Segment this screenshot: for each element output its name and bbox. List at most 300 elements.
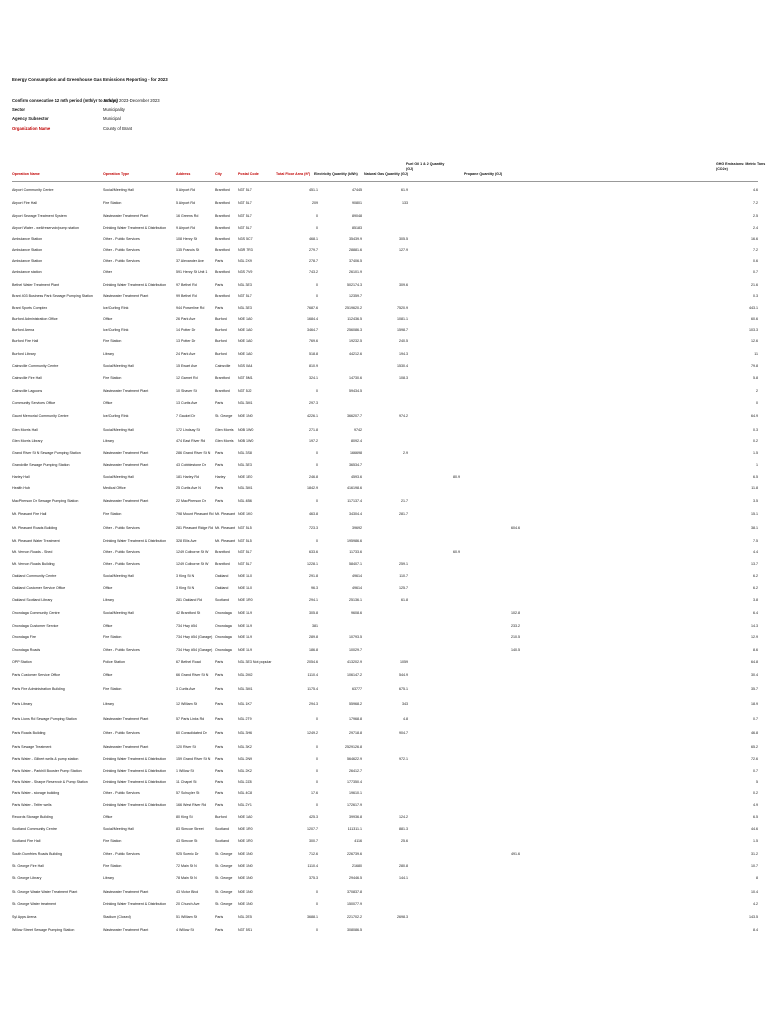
cell-city: Brantford xyxy=(215,562,230,566)
cell-address: 10 Shaver St xyxy=(176,389,197,393)
cell-area: 0 xyxy=(316,769,318,773)
cell-elec: 21680 xyxy=(352,864,362,868)
cell-elec: 63777 xyxy=(352,687,362,691)
cell-postal: N0E 1A0 xyxy=(238,339,253,343)
cell-operation: St. George Water treatment xyxy=(12,902,57,906)
cell-ghg: 443.1 xyxy=(749,306,758,310)
cell-area: 463.8 xyxy=(309,512,318,516)
cell-area: 246.8 xyxy=(309,475,318,479)
cell-type: Library xyxy=(103,352,114,356)
column-header-fuel xyxy=(406,162,444,172)
cell-address: 3 King St N xyxy=(176,586,195,590)
cell-operation: Ambulance station xyxy=(12,270,42,274)
cell-address: 11 Chapel St xyxy=(176,780,197,784)
cell-address: 13 Potter Dr xyxy=(176,339,196,343)
cell-gas: 259.1 xyxy=(399,562,408,566)
cell-operation: St. George Library xyxy=(12,876,42,880)
meta-label: Agency Subsector xyxy=(12,116,49,121)
meta-value: County of Brant xyxy=(103,126,133,131)
cell-operation: Paris Water - Telfer wells xyxy=(12,803,52,807)
cell-operation: Mt. Vernon Roads - Shed xyxy=(12,550,53,554)
cell-area: 0 xyxy=(316,214,318,218)
column-header-text: (CO2e) xyxy=(716,167,728,171)
cell-ghg: 8.6 xyxy=(753,648,758,652)
cell-postal: N0E 1N0 xyxy=(238,876,253,880)
cell-address: 97 Bethel Rd xyxy=(176,283,197,287)
cell-city: Paris xyxy=(215,717,224,721)
cell-address: 9 Airport Rd xyxy=(176,226,195,230)
cell-type: Social/Meeting Hall xyxy=(103,475,134,479)
cell-area: 294.1 xyxy=(309,598,318,602)
cell-city: St. George xyxy=(215,902,233,906)
cell-address: 78 Main St N xyxy=(176,876,197,880)
cell-elec: 29446.5 xyxy=(349,876,362,880)
cell-ghg: 0.2 xyxy=(753,439,758,443)
cell-area: 0 xyxy=(316,451,318,455)
cell-area: 0 xyxy=(316,803,318,807)
cell-gas: 1598.7 xyxy=(397,328,408,332)
cell-postal: N3T 5L7 xyxy=(238,294,252,298)
cell-gas: 124.2 xyxy=(399,815,408,819)
cell-postal: N3L 4C8 xyxy=(238,791,253,795)
column-header-text: Electricity Quantity (kWh) xyxy=(314,172,358,176)
cell-operation: Mt. Pleasant Water Treatment xyxy=(12,539,60,543)
cell-operation: Cainsville Community Centre xyxy=(12,364,59,368)
cell-gas: 280.8 xyxy=(399,864,408,868)
cell-address: 57 Schuyler St xyxy=(176,791,200,795)
cell-operation: Airport Sewage Treatment System xyxy=(12,214,67,218)
cell-ghg: 0.7 xyxy=(753,717,758,721)
cell-ghg: 13.7 xyxy=(751,562,758,566)
cell-elec: 12359.7 xyxy=(349,294,362,298)
cell-area: 769.6 xyxy=(309,339,318,343)
cell-ghg: 4.2 xyxy=(753,902,758,906)
cell-elec: 59434.5 xyxy=(349,389,362,393)
cell-city: Scotland xyxy=(215,827,229,831)
cell-postal: N3L 2M2 xyxy=(238,673,253,677)
cell-operation: Paris Lions Rd Sewage Pumping Station xyxy=(12,717,77,721)
cell-gas: 110.7 xyxy=(399,574,408,578)
cell-ghg: 11 xyxy=(754,352,758,356)
cell-elec: 39936.8 xyxy=(349,815,362,819)
cell-postal: N3T 5L7 xyxy=(238,550,252,554)
cell-postal: N3L 3E3 xyxy=(238,306,252,310)
cell-area: 289.8 xyxy=(309,635,318,639)
cell-ghg: 5 xyxy=(756,780,758,784)
cell-address: 734 Hwy #54 (Garage) xyxy=(176,648,213,652)
cell-ghg: 3.8 xyxy=(753,598,758,602)
cell-operation: Onondaga Customer Service xyxy=(12,624,59,628)
cell-gas: 240.5 xyxy=(399,339,408,343)
cell-operation: MacPherson Dr Sewage Pumping Station xyxy=(12,499,79,503)
cell-address: 4 Willow St xyxy=(176,928,194,932)
cell-elec: 29718.8 xyxy=(349,731,362,735)
cell-elec: 58407.1 xyxy=(349,562,362,566)
cell-area: 0 xyxy=(316,499,318,503)
cell-postal: N3T 5S1 xyxy=(238,928,253,932)
cell-city: Onondaga xyxy=(215,611,232,615)
cell-gas: 1059 xyxy=(400,660,408,664)
cell-area: 209 xyxy=(312,201,318,205)
cell-area: 0 xyxy=(316,226,318,230)
cell-address: 281 Pleasant Ridge Rd xyxy=(176,526,213,530)
column-header-area xyxy=(276,172,310,177)
cell-postal: N3L 3M1 xyxy=(238,401,253,405)
cell-postal: N3L 3E3 Not popular xyxy=(238,660,272,664)
cell-postal: N0E 1A0 xyxy=(238,328,253,332)
cell-elec: 195986.6 xyxy=(347,539,362,543)
cell-ghg: 143.5 xyxy=(749,915,758,919)
cell-propane: 491.6 xyxy=(511,852,520,856)
cell-ghg: 64.8 xyxy=(751,660,758,664)
cell-elec: 256086.3 xyxy=(347,328,362,332)
cell-type: Fire Station xyxy=(103,839,122,843)
cell-operation: Willow Street Sewage Pumping Station xyxy=(12,928,75,932)
cell-postal: N3L 2Y1 xyxy=(238,803,252,807)
cell-type: Drinking Water Treatment & Distribution xyxy=(103,780,167,784)
cell-postal: N0E 1N0 xyxy=(238,890,253,894)
cell-area: 1228.1 xyxy=(307,562,318,566)
column-header-text: Propane Quantity (GJ) xyxy=(464,172,503,176)
column-header-ghg xyxy=(716,162,765,172)
cell-address: 15 Ewart Ave xyxy=(176,364,198,368)
cell-propane: 102.8 xyxy=(511,611,520,615)
cell-address: 3 Curtis Ave xyxy=(176,687,196,691)
cell-city: Brantford xyxy=(215,389,230,393)
cell-elec: 366207.7 xyxy=(347,414,362,418)
cell-address: 67 Bethel Road xyxy=(176,660,201,664)
cell-ghg: 18.9 xyxy=(751,702,758,706)
cell-elec: 89048 xyxy=(352,214,362,218)
cell-city: Burford xyxy=(215,339,227,343)
cell-type: Other xyxy=(103,270,112,274)
cell-elec: 17968.8 xyxy=(349,717,362,721)
cell-address: 1 Willow St xyxy=(176,769,194,773)
cell-ghg: 11.8 xyxy=(751,486,758,490)
cell-city: Paris xyxy=(215,499,224,503)
cell-area: 324.1 xyxy=(309,376,318,380)
cell-type: Drinking Water Treatment & Distribution xyxy=(103,902,167,906)
cell-postal: N3R 7R3 xyxy=(238,248,253,252)
cell-address: 1249 Colborne St W xyxy=(176,562,209,566)
cell-area: 0 xyxy=(316,294,318,298)
cell-type: Social/Meeting Hall xyxy=(103,188,134,192)
cell-type: Fire Station xyxy=(103,687,122,691)
cell-postal: N0B 1W0 xyxy=(238,428,254,432)
cell-type: Fire Station xyxy=(103,376,122,380)
cell-type: Ice/Curling Rink xyxy=(103,414,129,418)
cell-operation: Gaunt Memorial Community Centre xyxy=(12,414,69,418)
cell-city: Burford xyxy=(215,328,227,332)
column-header-text: Address xyxy=(176,172,191,176)
cell-elec: 10029.7 xyxy=(349,648,362,652)
cell-postal: N3L 4B6 xyxy=(238,499,252,503)
cell-postal: N3T 5L7 xyxy=(238,201,252,205)
cell-type: Library xyxy=(103,598,114,602)
cell-elec: 564622.9 xyxy=(347,757,362,761)
cell-postal: N0E 1A0 xyxy=(238,317,253,321)
cell-gas: 881.3 xyxy=(399,827,408,831)
cell-area: 7687.6 xyxy=(307,306,318,310)
cell-ghg: 35.7 xyxy=(751,687,758,691)
cell-postal: N3T 5J2 xyxy=(238,389,252,393)
cell-city: Onondaga xyxy=(215,648,232,652)
cell-elec: 36534.7 xyxy=(349,463,362,467)
cell-address: 5 Airport Rd xyxy=(176,201,195,205)
cell-ghg: 60.6 xyxy=(751,317,758,321)
cell-operation: Paris Water - Parkhill Booster Pump Station xyxy=(12,769,82,773)
cell-area: 0 xyxy=(316,890,318,894)
cell-ghg: 0 xyxy=(756,401,758,405)
cell-gas: 7520.9 xyxy=(397,306,408,310)
cell-city: Harley xyxy=(215,475,226,479)
cell-elec: 4593.6 xyxy=(351,475,362,479)
cell-address: 43 Cobblestone Dr xyxy=(176,463,206,467)
cell-postal: N3L 3K2 xyxy=(238,745,252,749)
cell-area: 3688.1 xyxy=(307,915,318,919)
cell-operation: Scotland Fire Hall xyxy=(12,839,41,843)
cell-area: 0 xyxy=(316,745,318,749)
cell-postal: N3L 3E3 xyxy=(238,283,252,287)
cell-area: 0 xyxy=(316,928,318,932)
cell-area: 451.1 xyxy=(309,188,318,192)
cell-city: Brantford xyxy=(215,294,230,298)
cell-postal: N0E 1K0 xyxy=(238,512,253,516)
cell-city: Paris xyxy=(215,306,224,310)
cell-type: Drinking Water Treatment & Distribution xyxy=(103,226,167,230)
cell-type: Other - Public Services xyxy=(103,259,140,263)
column-header-gas xyxy=(364,172,408,177)
cell-ghg: 0.6 xyxy=(753,259,758,263)
cell-type: Wastewater Treatment Plant xyxy=(103,214,149,218)
cell-postal: N3L 2E5 xyxy=(238,915,252,919)
cell-postal: N0E 1R0 xyxy=(238,827,253,831)
cell-operation: South Dumfries Roads Building xyxy=(12,852,62,856)
cell-type: Office xyxy=(103,317,113,321)
cell-type: Police Station xyxy=(103,660,125,664)
cell-city: Mt. Pleasant xyxy=(215,539,235,543)
cell-address: 734 Hwy #54 xyxy=(176,624,197,628)
cell-ghg: 44.6 xyxy=(751,827,758,831)
cell-address: 43 Simcoe St xyxy=(176,839,198,843)
cell-ghg: 2 xyxy=(756,389,758,393)
cell-postal: N3T 5M1 xyxy=(238,376,253,380)
cell-elec: 37406.5 xyxy=(349,259,362,263)
cell-type: Wastewater Treatment Plant xyxy=(103,389,149,393)
cell-type: Wastewater Treatment Plant xyxy=(103,294,149,298)
cell-operation: Oakland Community Centre xyxy=(12,574,57,578)
cell-postal: N0E 1A0 xyxy=(238,815,253,819)
cell-area: 0 xyxy=(316,717,318,721)
cell-elec: 49614 xyxy=(352,574,362,578)
cell-gas: 125.7 xyxy=(399,586,408,590)
cell-address: 57 Paris Links Rd xyxy=(176,717,205,721)
cell-postal: N3T 5L7 xyxy=(238,214,252,218)
cell-type: Social/Meeting Hall xyxy=(103,574,134,578)
cell-area: 0 xyxy=(316,902,318,906)
meta-label: Organization Name xyxy=(12,126,51,131)
cell-gas: 974.2 xyxy=(399,414,408,418)
cell-address: 734 Hwy #54 (Garage) xyxy=(176,635,213,639)
cell-postal: N3S 5C7 xyxy=(238,237,253,241)
cell-city: Burford xyxy=(215,317,227,321)
cell-postal: N3L 3M1 xyxy=(238,687,253,691)
cell-address: 16 Greens Rd xyxy=(176,214,199,218)
cell-area: 1842.9 xyxy=(307,486,318,490)
cell-postal: N3L 2N9 xyxy=(238,757,253,761)
cell-ghg: 6.4 xyxy=(753,611,758,615)
cell-ghg: 14.3 xyxy=(751,624,758,628)
cell-type: Social/Meeting Hall xyxy=(103,364,134,368)
cell-address: 72 Main St N xyxy=(176,864,197,868)
cell-city: Mt. Pleasant xyxy=(215,526,235,530)
column-header-text: Fuel Oil 1 & 2 Quantity xyxy=(406,162,445,166)
cell-area: 0 xyxy=(316,780,318,784)
cell-operation: Burford Library xyxy=(12,352,36,356)
cell-operation: Mt. Vernon Roads Building xyxy=(12,562,55,566)
cell-elec: 55968.2 xyxy=(349,702,362,706)
cell-propane: 210.5 xyxy=(511,635,520,639)
cell-elec: 34304.4 xyxy=(349,512,362,516)
cell-elec: 10793.5 xyxy=(349,635,362,639)
cell-address: 37 Alexander Ave xyxy=(176,259,204,263)
cell-postal: N0E 1L0 xyxy=(238,586,252,590)
cell-ghg: 12.6 xyxy=(751,339,758,343)
cell-type: Office xyxy=(103,401,113,405)
cell-ghg: 4.9 xyxy=(753,803,758,807)
cell-operation: Syl Apps Arena xyxy=(12,915,37,919)
cell-ghg: 16.6 xyxy=(751,237,758,241)
cell-area: 300.7 xyxy=(309,839,318,843)
cell-city: Paris xyxy=(215,780,224,784)
cell-area: 291.8 xyxy=(309,574,318,578)
cell-elec: 502174.3 xyxy=(347,283,362,287)
cell-city: Paris xyxy=(215,769,224,773)
cell-postal: N3L 2T9 xyxy=(238,717,252,721)
cell-area: 305.8 xyxy=(309,611,318,615)
cell-postal: N3L 1K7 xyxy=(238,702,252,706)
cell-city: St. George xyxy=(215,876,233,880)
cell-type: Office xyxy=(103,673,113,677)
cell-elec: 85183 xyxy=(352,226,362,230)
cell-address: 166 West River Rd xyxy=(176,803,207,807)
cell-city: Brantford xyxy=(215,201,230,205)
cell-postal: N3T 5L7 xyxy=(238,562,252,566)
cell-address: 42 Brantford St xyxy=(176,611,201,615)
cell-ghg: 4.4 xyxy=(753,550,758,554)
cell-type: Medical Office xyxy=(103,486,126,490)
cell-operation: Oakland Customer Service Office xyxy=(12,586,66,590)
cell-postal: N3L 2Z8 xyxy=(238,780,252,784)
cell-operation: Brant 403 Business Park Sewage Pumping Station xyxy=(12,294,93,298)
cell-elec: 9608.6 xyxy=(351,611,362,615)
cell-ghg: 2.4 xyxy=(753,226,758,230)
cell-area: 297.3 xyxy=(309,401,318,405)
cell-area: 278.7 xyxy=(309,259,318,263)
cell-operation: Burford Administration Office xyxy=(12,317,58,321)
cell-type: Library xyxy=(103,702,114,706)
cell-type: Wastewater Treatment Plant xyxy=(103,451,149,455)
cell-ghg: 4.6 xyxy=(753,188,758,192)
cell-gas: 25.6 xyxy=(401,839,408,843)
column-header-text: Postal Code xyxy=(238,172,259,176)
cell-elec: 26412.7 xyxy=(349,769,362,773)
cell-operation: Paris Water - Gilbert wells & pump station xyxy=(12,757,79,761)
column-header-text: Operation Type xyxy=(103,172,130,176)
cell-address: 12 Garnet Rd xyxy=(176,376,198,380)
cell-address: 159 Grand River St N xyxy=(176,757,211,761)
cell-ghg: 6.2 xyxy=(753,586,758,590)
cell-ghg: 0.7 xyxy=(753,270,758,274)
cell-elec: 26101.9 xyxy=(349,270,362,274)
cell-city: Paris xyxy=(215,745,224,749)
cell-ghg: 0.3 xyxy=(753,294,758,298)
cell-postal: N3T 5L5 xyxy=(238,539,252,543)
cell-operation: Paris Fire Administration Building xyxy=(12,687,65,691)
cell-type: Fire Station xyxy=(103,864,122,868)
cell-elec: 172617.9 xyxy=(347,803,362,807)
cell-area: 2054.6 xyxy=(307,660,318,664)
cell-operation: Mt. Pleasant Roads Building xyxy=(12,526,58,530)
cell-gas: 972.1 xyxy=(399,757,408,761)
cell-gas: 305.5 xyxy=(399,237,408,241)
cell-ghg: 7.2 xyxy=(753,248,758,252)
cell-postal: N0E 1L9 xyxy=(238,624,252,628)
cell-address: 60 Consolidated Dr xyxy=(176,731,207,735)
cell-city: Scotland xyxy=(215,839,229,843)
cell-address: 1249 Colborne St W xyxy=(176,550,209,554)
cell-type: Ice/Curling Rink xyxy=(103,328,129,332)
cell-city: Paris xyxy=(215,687,224,691)
column-header-operation xyxy=(12,172,40,177)
cell-operation: St. George Fire Hall xyxy=(12,864,44,868)
cell-operation: Burford Arena xyxy=(12,328,35,332)
cell-address: 925 Scenic Dr xyxy=(176,852,199,856)
cell-ghg: 0.2 xyxy=(753,791,758,795)
cell-operation: Community Services Office xyxy=(12,401,56,405)
cell-city: Brantford xyxy=(215,248,230,252)
cell-ghg: 3.5 xyxy=(753,499,758,503)
cell-type: Wastewater Treatment Plant xyxy=(103,499,149,503)
cell-city: Onondaga xyxy=(215,624,232,628)
cell-area: 518.8 xyxy=(309,352,318,356)
cell-operation: Airport Community Centre xyxy=(12,188,54,192)
meta-value: January 2023-December 2023 xyxy=(103,98,160,103)
cell-operation: Grand River St N Sewage Pumping Station xyxy=(12,451,81,455)
cell-area: 1110.4 xyxy=(307,864,318,868)
cell-city: Brantford xyxy=(215,270,230,274)
cell-city: St. George xyxy=(215,852,233,856)
cell-type: Wastewater Treatment Plant xyxy=(103,745,149,749)
cell-elec: 226739.6 xyxy=(347,852,362,856)
cell-operation: Oakland Scotland Library xyxy=(12,598,53,602)
cell-operation: Ambulance Station xyxy=(12,237,43,241)
cell-address: 22 MacPherson Dr xyxy=(176,499,206,503)
cell-operation: Ambulance Station xyxy=(12,248,43,252)
cell-type: Other - Public Services xyxy=(103,852,140,856)
cell-elec: 221702.2 xyxy=(347,915,362,919)
cell-city: Brantford xyxy=(215,550,230,554)
cell-postal: N3L 3E3 xyxy=(238,463,252,467)
cell-type: Drinking Water Treatment & Distribution xyxy=(103,803,167,807)
cell-elec: 106147.2 xyxy=(347,673,362,677)
cell-address: 12 William St xyxy=(176,702,197,706)
cell-elec: 44212.6 xyxy=(349,352,362,356)
cell-area: 381 xyxy=(312,624,318,628)
cell-elec: 177350.4 xyxy=(347,780,362,784)
cell-ghg: 1.5 xyxy=(753,451,758,455)
cell-city: Paris xyxy=(215,757,224,761)
